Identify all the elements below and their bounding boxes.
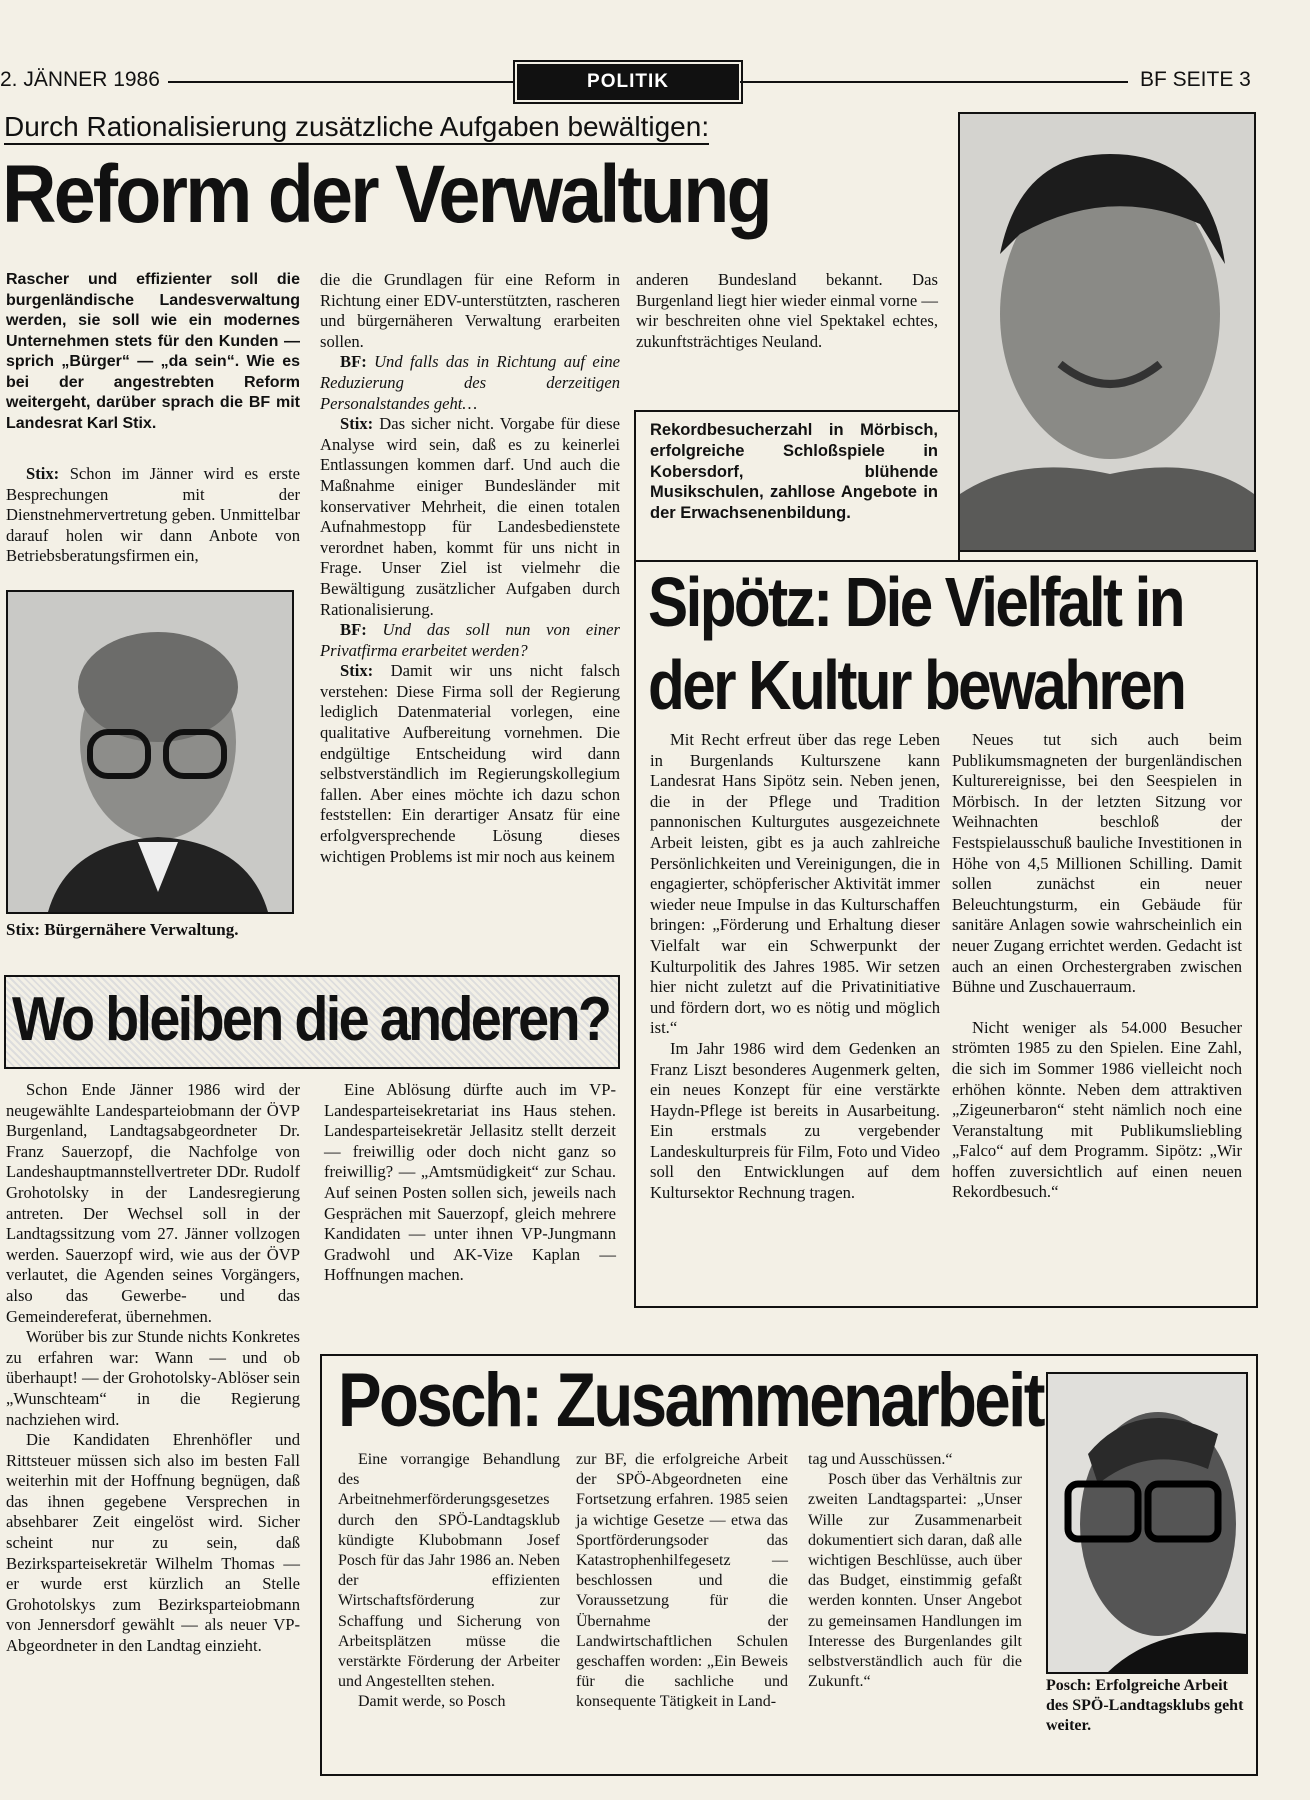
article-kicker: Durch Rationalisierung zusätzliche Aufgaben bewältigen: bbox=[4, 111, 709, 145]
issue-date: 2. JÄNNER 1986 bbox=[0, 68, 160, 91]
paragraph: tag und Ausschüssen.“ bbox=[808, 1451, 953, 1468]
teaser-text: Rekordbesucherzahl in Mörbisch, erfolgreiche Schloßspiele in Kobersdorf, blühende Musikschulen, zahllose Angebote in der Erwachsenenbildung. bbox=[650, 421, 938, 523]
paragraph: zur BF, die erfolgreiche Arbeit der SPÖ-Abgeordneten eine Fortsetzung erfahren. 1985 seien ja wichtige Gesetze — etwa das Sportförderungsoder das Katastrophenhilfegesetz — beschlossen und die Voraussetzung für die Übernahme der Landwirtschaftlichen Schulen geschaffen worden: „Ein Beweis für die sachliche und konsequente Tätigkeit in Land- bbox=[576, 1451, 788, 1711]
article-text-col3 bbox=[636, 270, 938, 352]
article-text-col1 bbox=[650, 730, 940, 1204]
article-headline: Posch: Zusammenarbeit bbox=[338, 1358, 1043, 1443]
portrait-posch-image bbox=[1048, 1374, 1246, 1672]
portrait-photo-sipoetz bbox=[958, 112, 1256, 552]
article-headline: Sipötz: Die Vielfalt in bbox=[648, 563, 1183, 641]
question-text: Und falls das in Richtung auf eine Reduzierung des derzeitigen Personalstandes geht… bbox=[320, 352, 620, 413]
portrait-photo-stix bbox=[6, 590, 294, 914]
article-text-col2 bbox=[324, 1080, 616, 1286]
paragraph: Worüber bis zur Stunde nichts Konkretes zu erfahren war: Wann — und ob überhaupt! — der Grohotolsky-Ablöser sein „Wunschteam“ in die Regierung nachziehen wird. bbox=[6, 1327, 301, 1429]
paragraph: Die Kandidaten Ehrenhöfler und Rittsteuer müssen sich also im besten Fall weiterhin mit der Hoffnung begnügen, daß das ihnen gegebene Versprechen in absehbarer Zeit eingelöst wird. Sicher scheint nur zu sein, daß Bezirksparteisekretär Wilhelm Thomas — er wurde erst kürzlich an Stelle Grohotolskys zum Bezirksparteiobmann von Jennersdorf gewählt — als neuer VP-Abgeordneter in den Landtag einzieht. bbox=[6, 1430, 300, 1656]
answer-text: Damit wir uns nicht falsch verstehen: Diese Firma soll der Regierung lediglich Datenmaterial vorlegen, eine qualitative Aufbereitung vornehmen. Die endgültige Entscheidung wird dann selbstverständlich im Regierungskollegium fallen. Aber eines möchte ich dazu schon feststellen: Ein derartiger Ansatz für eine erfolgversprechende Lösung dieses wichtigen Problems ist mir noch aus keinem bbox=[320, 661, 621, 866]
interviewer-label: BF: bbox=[340, 620, 367, 640]
paragraph: Schon Ende Jänner 1986 wird der neugewählte Landesparteiobmann der ÖVP Burgenland, Landtagsabgeordneter Dr. Franz Sauerzopf, die Nachfolge von Landeshauptmannstellvertreter DDr. Rudolf Grohotolsky in der Landesregierung antreten. Der Wechsel soll in der Landtagssitzung vom 27. Jänner vollzogen werden. Sauerzopf wird, wie aus der ÖVP verlautet, die Agenden seines Vorgängers, also das Gewerbe- und das Gemeindereferat, übernehmen. bbox=[6, 1080, 300, 1326]
paragraph: Eine Ablösung dürfte auch im VP-Landesparteisekretariat ins Haus stehen. Landesparteisekretär Jellasitz stellt derzeit — freiwillig oder doch nicht ganz so freiwillig? — „Amtsmüdigkeit“ zur Schau. Auf seinen Posten sollen sich, jeweils nach Gesprächen mit Sauerzopf, gleich mehrere Kandidaten — unter ihnen VP-Jungmann Gradwohl und AK-Vize Kaplan — Hoffnungen machen. bbox=[324, 1080, 616, 1285]
page-number: BF SEITE 3 bbox=[1140, 68, 1251, 91]
article-text-col1 bbox=[338, 1450, 560, 1713]
article-text-col2 bbox=[576, 1450, 788, 1713]
portrait-stix-image bbox=[8, 592, 292, 912]
answer-text: Schon im Jänner wird es erste Besprechungen mit der Dienstnehmervertretung geben. Unmittelbar darauf holen wir dann Anbote von Betriebsberatungsfirmen ein, bbox=[6, 464, 300, 566]
article-headline: der Kultur bewahren bbox=[648, 646, 1185, 724]
photo-caption: Stix: Bürgernähere Verwaltung. bbox=[6, 920, 239, 939]
paragraph: Im Jahr 1986 wird dem Gedenken an Franz Liszt besonderes Augenmerk gelten, ein neues Konzept für eine verstärkte Haydn-Pflege ist bereits in Ausarbeitung. Ein erstmals zu vergebender Landeskulturpreis für Film, Foto und Video soll den Entwicklungen auf dem Kultursektor Rechnung tragen. bbox=[650, 1038, 940, 1203]
speaker-label: Stix: bbox=[340, 661, 374, 681]
paragraph: anderen Bundesland bekannt. Das Burgenland liegt hier wieder einmal vorne — wir beschreiten ohne viel Spektakel echtes, zukunftsträchtiges Neuland. bbox=[636, 270, 938, 351]
article-text-col3 bbox=[808, 1450, 1022, 1692]
paragraph: Mit Recht erfreut über das rege Leben in Burgenlands Kulturszene kann Landesrat Hans Sipötz sein. Neben jenen, die in der Pflege und Tradition pannonischen Kulturgutes ausgezeichnete Arbeit leisten, gibt es ja auch zahlreiche Persönlichkeiten und Vereinigungen, die in engagierter, schöpferischer Aktivität immer wieder neue Impulse in das Kulturschaffen bringen: „Förderung und Erhaltung dieser Vielfalt war ein Schwerpunkt der Kulturpolitik des Jahres 1985. Wir setzen hier nicht zuletzt auf die Privatinitiative und fördern dort, wo es nötig und möglich ist.“ bbox=[650, 730, 940, 1038]
paragraph: Neues tut sich auch beim Publikumsmagneten der burgenländischen Kulturereignisse, bei den Seespielen in Mörbisch. In der letzten Sitzung vor Weihnachten beschloß der Festspielausschuß bauliche Investitionen in Höhe von 4,5 Millionen Schilling. Damit sollen zunächst ein neuer Beleuchtungsturm, ein Gebäude für sanitäre Anlagen sowie wahrscheinlich ein neuer Zugang errichtet werden. Gedacht ist auch an einen Orchestergraben zwischen Bühne und Zuschauerraum. bbox=[952, 730, 1242, 997]
speaker-label: Stix: bbox=[340, 414, 374, 434]
paragraph: Eine vorrangige Behandlung des Arbeitnehmerförderungsgesetzes durch den SPÖ-Landtagsklub kündigte Klubobmann Josef Posch für das Jahr 1986 an. Neben der effizienten Wirtschaftsförderung zur Schaffung und Sicherung von Arbeitsplätzen müsse die verstärkte Förderung der Arbeiter und Angestellten stehen. bbox=[338, 1451, 560, 1691]
header-rule-right bbox=[740, 81, 1128, 83]
photo-caption: Posch: Erfolgreiche Arbeit des SPÖ-Landtagsklubs geht weiter. bbox=[1046, 1677, 1244, 1734]
portrait-photo-posch bbox=[1046, 1372, 1248, 1674]
paragraph: Nicht weniger als 54.000 Besucher strömten 1985 zu den Spielen. Eine Zahl, die sich im Sommer 1986 vielleicht noch erhöhen könnte. Neben dem attraktiven „Zigeunerbaron“ steht nämlich noch eine Veranstaltung mit Publikumsliebling „Falco“ auf dem Programm. Sipötz: „Wir hoffen zuversichtlich auf einen neuen Rekordbesuch.“ bbox=[952, 1017, 1242, 1202]
interviewer-label: BF: bbox=[340, 352, 367, 372]
answer-text: Das sicher nicht. Vorgabe für diese Analyse wird sein, daß es zu keinerlei Entlassungen kommen darf. Und auch die Maßnahme einiger Bundesländer mit konservativer Mehrheit, die einen totalen Aufnahmestopp für Landesbedienstete verordnet haben, kommt für uns nicht in Frage. Unser Ziel ist vielmehr die Bewältigung zusätzlicher Aufgaben durch Rationalisierung. bbox=[320, 414, 620, 619]
section-label: POLITIK bbox=[517, 64, 739, 100]
paragraph: Posch über das Verhältnis zur zweiten Landtagspartei: „Unser Wille zur Zusammenarbeit dokumentiert sich daran, daß alle wichtigen Beschlüsse, auch über das Budget, einstimmig gefaßt werden konnten. Unser Angebot zu gemeinsamen Handlungen im Interesse des Burgenlandes gilt selbstverständlich auch für die Zukunft.“ bbox=[808, 1471, 1022, 1691]
portrait-sipoetz-image bbox=[960, 114, 1254, 550]
paragraph: Damit werde, so Posch bbox=[358, 1693, 506, 1711]
article-headline: Wo bleiben die anderen? bbox=[12, 985, 610, 1054]
article-text-col1 bbox=[6, 464, 300, 567]
article-text-col2 bbox=[952, 730, 1242, 1203]
article-headline: Reform der Verwaltung bbox=[2, 149, 770, 240]
speaker-label: Stix: bbox=[26, 464, 60, 483]
article-text-col2 bbox=[320, 270, 620, 867]
paragraph: die die Grundlagen für eine Reform in Richtung einer EDV-unterstützten, rascheren und bürgernäheren Verwaltung erarbeiten sollen. bbox=[320, 270, 620, 351]
header-rule-left bbox=[168, 81, 513, 83]
article-lead: Rascher und effizienter soll die burgenländische Landesverwaltung werden, sie soll wie ein modernes Unternehmen stets für den Kunden — sprich „Bürger“ — „da sein“. Wie es bei der angestrebten Reform weitergeht, darüber sprach die BF mit Landesrat Karl Stix. bbox=[6, 271, 300, 432]
article-text-col1 bbox=[6, 1080, 300, 1657]
question-text: Und das soll nun von einer Privatfirma erarbeitet werden? bbox=[320, 620, 620, 660]
